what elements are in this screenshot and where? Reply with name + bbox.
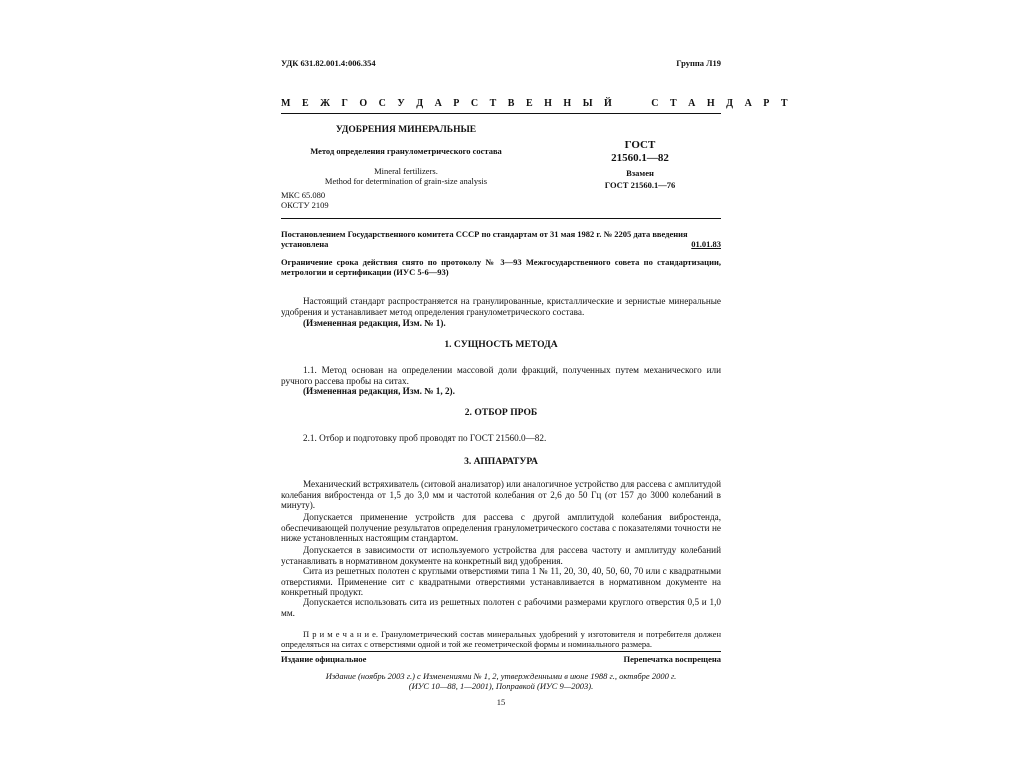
section-1-revision: (Измененная редакция, Изм. № 1, 2). xyxy=(303,386,455,396)
footer-rule xyxy=(281,651,721,652)
doc-title: УДОБРЕНИЯ МИНЕРАЛЬНЫЕ xyxy=(335,125,477,135)
edition-note-2: (ИУС 10—88, 1—2001), Поправкой (ИУС 9—2003). xyxy=(408,681,594,691)
official-edition: Издание официальное xyxy=(281,654,367,664)
gost-number: 21560.1—82 xyxy=(611,152,669,164)
intro-text: Настоящий стандарт распространяется на гранулированные, кристаллические и зернистые минеральные удобрения и устанавливает метод определения гранулометрического состава. xyxy=(281,296,721,317)
intro-revision: (Измененная редакция, Изм. № 1). xyxy=(303,318,446,328)
okstu-code: ОКСТУ 2109 xyxy=(281,200,329,210)
section-3-para-5: Допускается использовать сита из решетных полотен с рабочими размерами круглого отверстия 0,5 и 1,0 мм. xyxy=(281,597,721,618)
gost-replaces: ГОСТ 21560.1—76 xyxy=(604,180,676,190)
edition-note-1: Издание (ноябрь 2003 г.) с Изменениями № 1, 2, утвержденными в июне 1988 г., октябре 2000 г. xyxy=(325,671,677,681)
section-1-heading: 1. СУЩНОСТЬ МЕТОДА xyxy=(444,339,558,350)
doc-title-en-2: Method for determination of grain-size analysis xyxy=(324,176,488,186)
gost-replaces-label: Взамен xyxy=(626,168,654,178)
section-3-para-4: Сита из решетных полотен с круглыми отверстиями типа 1 № 11, 20, 30, 40, 50, 60, 70 или с квадратными отверстиями. Применение сит с квадратными отверстиями устанавливается в нормативном документе на конкретный продукт. xyxy=(281,566,721,598)
interstate-standard-banner: М Е Ж Г О С У Д А Р С Т В Е Н Н Ы Й С Т А Н Д А Р Т xyxy=(281,98,793,109)
doc-title-en-1: Mineral fertilizers. xyxy=(374,166,438,176)
reprint-prohibited: Перепечатка воспрещена xyxy=(623,654,721,664)
group-code: Группа Л19 xyxy=(676,58,721,68)
note-text: Гранулометрический состав минеральных удобрений у изготовителя и потребителя должен определяться на ситах с отверстиями одной и той же геометрической формы и номинального размера. xyxy=(281,629,721,649)
section-2-text: 2.1. Отбор и подготовку проб проводят по ГОСТ 21560.0—82. xyxy=(303,433,547,443)
section-3-note xyxy=(281,629,721,649)
limit-note: Ограничение срока действия снято по протоколу № 3—93 Межгосударственного совета по стандартизации, метрологии и сертификации (ИУС 5-6—93) xyxy=(281,257,721,277)
decree-date: 01.01.83 xyxy=(691,239,721,249)
section-3-para-2: Допускается применение устройств для рассева с другой амплитудой колебания вибростенда, обеспечивающей получение результатов определения гранулометрического состава с показателями точности не ниже установленных настоящим стандартом. xyxy=(281,512,721,544)
udk-code: УДК 631.82.001.4:006.354 xyxy=(281,58,376,68)
mks-code: МКС 65.080 xyxy=(281,190,326,200)
section-3-para-3: Допускается в зависимости от используемого устройства для рассева частоту и амплитуду колебаний устанавливать в нормативном документе на конкретный вид удобрения. xyxy=(281,545,721,566)
section-2-heading: 2. ОТБОР ПРОБ xyxy=(464,407,538,418)
page-number: 15 xyxy=(496,697,506,707)
note-label: П р и м е ч а н и е. xyxy=(303,629,379,639)
section-3-heading: 3. АППАРАТУРА xyxy=(464,456,538,467)
section-3-para-1: Механический встряхиватель (ситовой анализатор) или аналогичное устройство для рассева с амплитудой колебания вибростенда от 1,5 до 3,0 мм и частотой колебания от 2,6 до 50 Гц (от 157 до 3000 колебаний в минуту). xyxy=(281,479,721,511)
doc-subtitle: Метод определения гранулометрического состава xyxy=(310,146,502,156)
title-rule xyxy=(281,218,721,219)
decree-line-2: установлена xyxy=(281,239,329,249)
gost-label: ГОСТ xyxy=(624,139,656,151)
banner-rule xyxy=(281,113,721,114)
decree-line-1: Постановлением Государственного комитета СССР по стандартам от 31 мая 1982 г. № 2205 дата введения xyxy=(281,229,688,239)
section-1-text: 1.1. Метод основан на определении массовой доли фракций, полученных путем механического или ручного рассева пробы на ситах. xyxy=(281,365,721,386)
